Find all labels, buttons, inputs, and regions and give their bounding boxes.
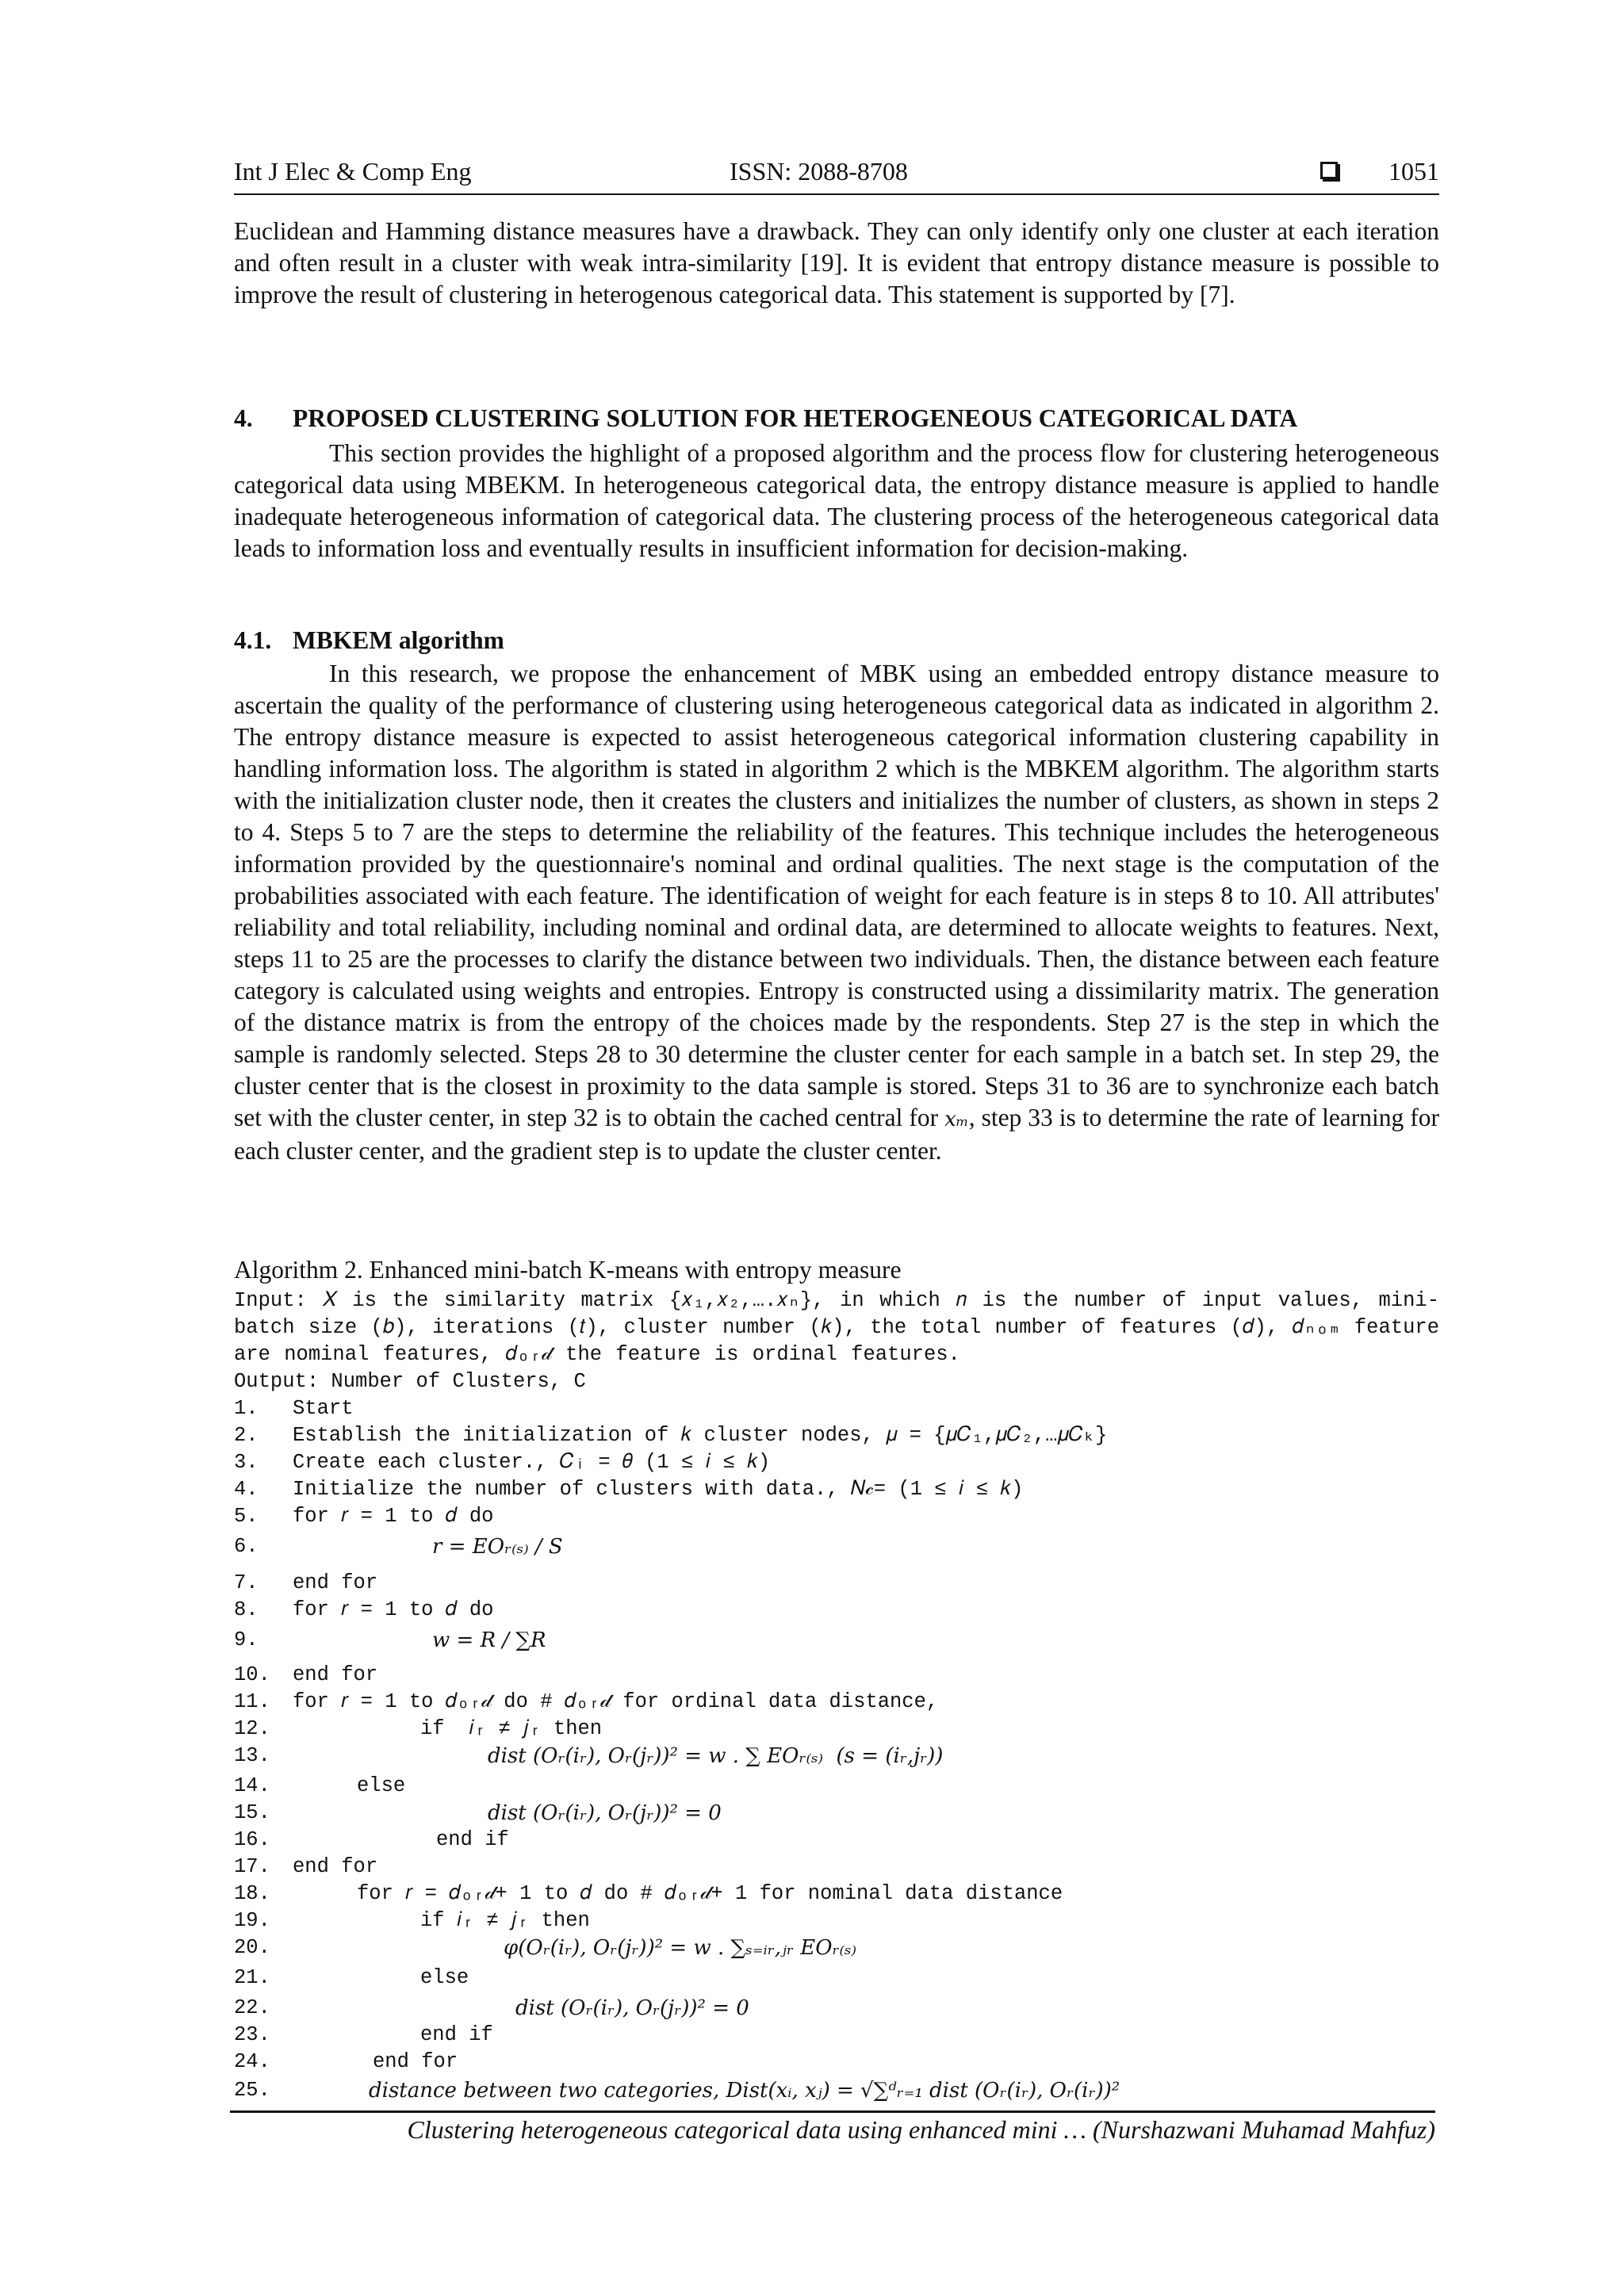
- paragraph-text-end: , step 33 is to determine the rate of learning for each cluster center, and the gradient step is to update the cluster center.: [234, 1104, 1439, 1165]
- square-bullet-icon: [1320, 162, 1338, 179]
- algorithm-step: [234, 1689, 1439, 1716]
- step-number: 1.: [234, 1397, 259, 1420]
- page-header: [234, 151, 1439, 190]
- step-number: 16.: [234, 1828, 270, 1851]
- step-text: end for: [293, 1663, 378, 1686]
- algorithm-step: [234, 1570, 1439, 1597]
- step-number: 21.: [234, 1966, 270, 1989]
- algorithm-output: Output: Number of Clusters, C: [234, 1370, 586, 1393]
- step-text: Initialize the number of clusters with data., 𝑁𝒸= (1 ≤ 𝑖 ≤ 𝑘): [293, 1478, 1024, 1501]
- algorithm-step: [234, 1995, 1439, 2022]
- footer-rule: [230, 2110, 1435, 2113]
- algorithm-step: [234, 1476, 1439, 1503]
- algorithm-step: [234, 1395, 1439, 1422]
- section-4-title: PROPOSED CLUSTERING SOLUTION FOR HETEROGENEOUS CATEGORICAL DATA: [293, 404, 1298, 432]
- step-text: end if: [436, 1828, 509, 1851]
- algorithm-step: [234, 1449, 1439, 1476]
- algorithm-step: [234, 1422, 1439, 1449]
- step-number: 8.: [234, 1598, 259, 1621]
- algorithm-step: [234, 2049, 1439, 2076]
- step-text: end for: [293, 1855, 378, 1878]
- algorithm-step: [234, 1533, 1439, 1560]
- step-number: 4.: [234, 1478, 259, 1501]
- step-text: end if: [420, 2023, 493, 2046]
- step-text: for 𝑟 = 𝑑ₒᵣ𝒹+ 1 to 𝑑 do # 𝑑ₒᵣ𝒹+ 1 for nominal data distance: [357, 1882, 1063, 1905]
- algorithm-step: [234, 1881, 1439, 1908]
- step-text: Start: [293, 1397, 354, 1420]
- section-4-1-heading: [234, 626, 1439, 655]
- algorithm-step: [234, 1800, 1439, 1827]
- step-text: for 𝑟 = 1 to 𝑑 do: [293, 1505, 494, 1528]
- inline-math: xₘ: [944, 1108, 969, 1131]
- step-number: 25.: [234, 2079, 270, 2102]
- step-text: 𝑟 = 𝐸𝑂ᵣ₍ₛ₎ / 𝑆: [432, 1535, 563, 1559]
- step-text: else: [420, 1966, 469, 1989]
- step-number: 12.: [234, 1717, 270, 1740]
- step-text: end for: [293, 1571, 378, 1594]
- paragraph-text: In this research, we propose the enhancement of MBK using an embedded entropy distance measure to ascertain the quality of the performance of clustering using heterogeneous categorical data as indicated in algorithm 2. The entropy distance measure is expected to assist heterogeneous categorical information clustering capability in handling information loss. The algorithm is stated in algorithm 2 which is the MBKEM algorithm. The algorithm starts with the initialization cluster node, then it creates the clusters and initializes the number of clusters, as shown in steps 2 to 4. Steps 5 to 7 are the steps to determine the reliability of the features. This technique includes the heterogeneous information provided by the questionnaire's nominal and ordinal qualities. The next stage is the computation of the probabilities associated with each feature. The identification of weight for each feature is in steps 8 to 10. All attributes' reliability and total reliability, including nominal and ordinal data, are determined to allocate weights to features. Next, steps 11 to 25 are the processes to clarify the distance between two individuals. Then, the distance between each feature category is calculated using weights and entropies. Entropy is constructed using a dissimilarity matrix. The generation of the distance matrix is from the entropy of the choices made by the respondents. Step 27 is the step in which the sample is randomly selected. Steps 28 to 30 determine the cluster center for each sample in a batch set. In step 29, the cluster center that is the closest in proximity to the data sample is stored. Steps 31 to 36 are to synchronize each batch set with the cluster center, in step 32 is to obtain the cached central for: [234, 660, 1439, 1131]
- step-number: 3.: [234, 1451, 259, 1474]
- section-4-1-paragraph: [234, 658, 1439, 1167]
- step-number: 10.: [234, 1663, 270, 1686]
- algorithm-step: [234, 1597, 1439, 1624]
- step-text: 𝜑(𝑂ᵣ(𝑖ᵣ), 𝑂ᵣ(𝑗ᵣ))² = 𝑤 . ∑ₛ₌ᵢᵣ,ⱼᵣ 𝐸𝑂ᵣ₍ₛ₎: [504, 1936, 857, 1960]
- algorithm-step: [234, 2022, 1439, 2049]
- step-number: 15.: [234, 1801, 270, 1824]
- algorithm-step: [234, 1773, 1439, 1800]
- algorithm-step: [234, 1627, 1439, 1654]
- algorithm-step: [234, 2077, 1439, 2104]
- step-text: 𝑑𝑖𝑠𝑡 (𝑂ᵣ(𝑖ᵣ), 𝑂ᵣ(𝑗ᵣ))² = 𝑤 . ∑ 𝐸𝑂ᵣ₍ₛ₎ (𝑠 = (𝑖ᵣ,𝑗ᵣ)): [488, 1744, 944, 1768]
- step-text: Establish the initialization of 𝑘 cluster nodes, 𝜇 = {𝜇𝐶₁,𝜇𝐶₂,…𝜇𝐶ₖ}: [293, 1424, 1108, 1447]
- step-text: if 𝑖ᵣ ≠ 𝑗ᵣ then: [420, 1717, 603, 1740]
- page-number: 1051: [1388, 157, 1439, 186]
- step-text: 𝑤 = 𝑅 / ∑𝑅: [432, 1628, 546, 1652]
- section-4-1-number: 4.1.: [234, 626, 272, 654]
- section-4-number: 4.: [234, 404, 253, 432]
- algorithm-step: [234, 1934, 1439, 1961]
- step-text: for 𝑟 = 1 to 𝑑 do: [293, 1598, 494, 1621]
- step-text: 𝑑𝑖𝑠𝑡 (𝑂ᵣ(𝑖ᵣ), 𝑂ᵣ(𝑗ᵣ))² = 0: [515, 1996, 749, 2020]
- algorithm-input: Input: 𝑋 is the similarity matrix {𝑥₁,𝑥₂,….𝑥ₙ}, in which 𝑛 is the number of input values, mini-batch size (𝑏), iterations (𝑡), cluster number (𝑘), the total number of features (𝑑), 𝑑ₙₒₘ feature are nominal features, 𝑑ₒᵣ𝒹 the feature is ordinal features.: [234, 1289, 1439, 1366]
- step-text: for 𝑟 = 1 to 𝑑ₒᵣ𝒹 do # 𝑑ₒᵣ𝒹 for ordinal data distance,: [293, 1690, 939, 1713]
- header-rule: [234, 193, 1439, 195]
- step-text: distance between two categories, 𝐷𝑖𝑠𝑡(𝑥ᵢ, 𝑥ⱼ) = √∑ᵈᵣ₌₁ 𝑑𝑖𝑠𝑡 (𝑂ᵣ(𝑖ᵣ), 𝑂ᵣ(𝑖ᵣ))²: [369, 2079, 1120, 2103]
- step-number: 14.: [234, 1774, 270, 1797]
- step-number: 22.: [234, 1996, 270, 2019]
- section-4-paragraph: This section provides the highlight of a proposed algorithm and the process flow for clustering heterogeneous categorical data using MBEKM. In heterogeneous categorical data, the entropy distance measure is applied to handle inadequate heterogeneous information of categorical data. The clustering process of the heterogeneous categorical data leads to information loss and eventually results in insufficient information for decision-making.: [234, 439, 1439, 562]
- step-text: 𝑑𝑖𝑠𝑡 (𝑂ᵣ(𝑖ᵣ), 𝑂ᵣ(𝑗ᵣ))² = 0: [488, 1801, 722, 1825]
- intro-paragraph: Euclidean and Hamming distance measures have a drawback. They can only identify only one cluster at each iteration and often result in a cluster with weak intra-similarity [19]. It is evident that entropy distance measure is possible to improve the result of clustering in heterogenous categorical data. This statement is supported by [7].: [234, 217, 1439, 308]
- issn: ISSN: 2088-8708: [730, 157, 908, 186]
- step-number: 17.: [234, 1855, 270, 1878]
- algorithm-title: Algorithm 2. Enhanced mini-batch K-means with entropy measure: [234, 1256, 902, 1284]
- step-number: 6.: [234, 1535, 259, 1558]
- step-number: 11.: [234, 1690, 270, 1713]
- step-number: 24.: [234, 2050, 270, 2073]
- algorithm-step: [234, 1908, 1439, 1934]
- step-text: else: [357, 1774, 406, 1797]
- step-number: 5.: [234, 1505, 259, 1528]
- section-4-heading: [234, 404, 1439, 433]
- running-title: Clustering heterogeneous categorical data using enhanced mini … (Nurshazwani Muhamad Mahfuz): [407, 2115, 1435, 2144]
- step-text: Create each cluster., 𝐶ᵢ = 𝜃 (1 ≤ 𝑖 ≤ 𝑘): [293, 1451, 771, 1474]
- algorithm-step: [234, 1716, 1439, 1743]
- step-number: 7.: [234, 1571, 259, 1594]
- step-text: if 𝑖ᵣ ≠ 𝑗ᵣ then: [420, 1909, 590, 1932]
- algorithm-step: [234, 1827, 1439, 1854]
- section-4-1-title: MBKEM algorithm: [293, 626, 504, 654]
- step-text: end for: [373, 2050, 458, 2073]
- step-number: 13.: [234, 1744, 270, 1767]
- algorithm-step: [234, 1854, 1439, 1881]
- algorithm-step: [234, 1743, 1439, 1770]
- journal-name: Int J Elec & Comp Eng: [234, 157, 472, 186]
- step-number: 19.: [234, 1909, 270, 1932]
- step-number: 9.: [234, 1628, 259, 1651]
- algorithm-step: [234, 1965, 1439, 1992]
- step-number: 2.: [234, 1424, 259, 1447]
- algorithm-step: [234, 1503, 1439, 1530]
- step-number: 23.: [234, 2023, 270, 2046]
- algorithm-step: [234, 1662, 1439, 1689]
- step-number: 20.: [234, 1936, 270, 1959]
- step-number: 18.: [234, 1882, 270, 1905]
